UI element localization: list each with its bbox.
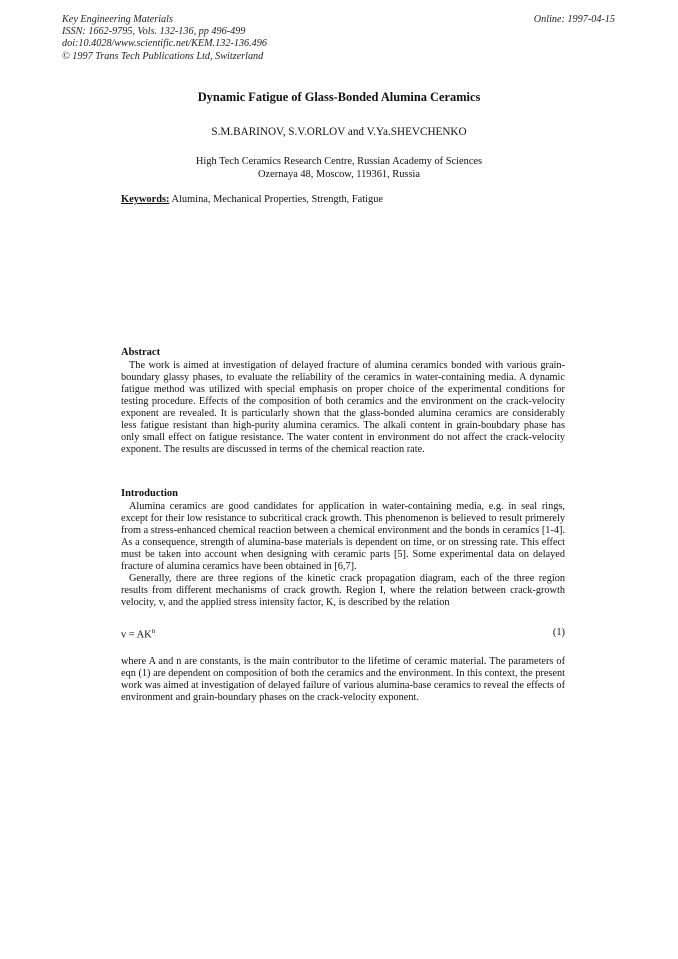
online-date: Online: 1997-04-15 <box>533 14 615 25</box>
publication-metadata <box>62 14 267 63</box>
issn-line: ISSN: 1662-9795, Vols. 132-136, pp 496-499 <box>62 26 246 38</box>
equation-exponent: n <box>151 627 156 635</box>
introduction-heading: Introduction <box>121 488 178 499</box>
keywords-label: Keywords: <box>121 194 170 205</box>
equation-1 <box>121 627 565 641</box>
keywords <box>121 194 383 205</box>
authors: S.M.BARINOV, S.V.ORLOV and V.Ya.SHEVCHENKO <box>211 126 467 138</box>
affiliation-line-1: High Tech Ceramics Research Centre, Russian Academy of Sciences <box>195 156 483 167</box>
introduction-paragraph-2: Generally, there are three regions of the kinetic crack propagation diagram, each of the three region results from different mechanisms of crack growth. Region I, where the relation between crack-growth velocity, v, and the applied stress intensity factor, K, is described by the relation <box>121 573 565 608</box>
equation-lhs: v = AK <box>121 629 152 641</box>
keywords-text: Alumina, Mechanical Properties, Strength, Fatigue <box>171 194 384 205</box>
abstract-section <box>121 347 565 456</box>
abstract-heading: Abstract <box>121 347 161 358</box>
post-equation-paragraph: where A and n are constants, is the main contributor to the lifetime of ceramic material. The parameters of eqn (1) are dependent on composition of both the ceramics and the environment. In this context, the present work was aimed at investigation of delayed failure of various alumina-base ceramics to reveal the effects of environment and grain-boundary phases on the crack-velocity exponent. <box>121 656 565 703</box>
equation-expression <box>121 627 155 640</box>
paper-title: Dynamic Fatigue of Glass-Bonded Alumina Ceramics <box>197 90 481 104</box>
introduction-section <box>121 488 565 609</box>
post-equation-section <box>121 656 565 704</box>
equation-number: (1) <box>552 627 565 638</box>
doi-line[interactable]: doi:10.4028/www.scientific.net/KEM.132-136.496 <box>62 38 267 50</box>
affiliation-line-2: Ozernaya 48, Moscow, 119361, Russia <box>258 168 420 180</box>
affiliation <box>0 156 678 181</box>
journal-name: Key Engineering Materials <box>62 14 173 25</box>
copyright-line: © 1997 Trans Tech Publications Ltd, Switzerland <box>62 50 264 62</box>
abstract-text: The work is aimed at investigation of delayed fracture of alumina ceramics bonded with various grain-boundary glassy phases, to evaluate the reliability of the ceramics in water-containing media. A dynamic fatigue method was utilized with special emphasis on proper choice of the experimental conditions for testing procedure. Effects of the composition of both ceramics and the environment on the crack-velocity exponent are revealed. It is particularly shown that the glass-bonded alumina ceramics are considerably less fatigue resistant than high-purity alumina ceramics. The alkali content in grain-boubdary phase has only small effect on fatigue resistance. The water content in environment do not affect the crack-velocity exponent. The results are discussed in terms of the chemical reaction rate. <box>121 360 565 455</box>
introduction-paragraph-1: Alumina ceramics are good candidates for application in water-containing media, e.g. in seal rings, except for their low resistance to subcritical crack growth. This phenomenon is believed to result primerely from a stress-enhanced chemical reaction between a chemical environment and the bonds in ceramics [1-4]. As a consequence, strength of alumina-base materials is dependent on time, or on stressing rate. This effect must be taken into account when designing with ceramic parts [5]. Some experimental data on delayed fracture of alumina ceramics have been obtained in [6,7]. <box>121 501 566 572</box>
